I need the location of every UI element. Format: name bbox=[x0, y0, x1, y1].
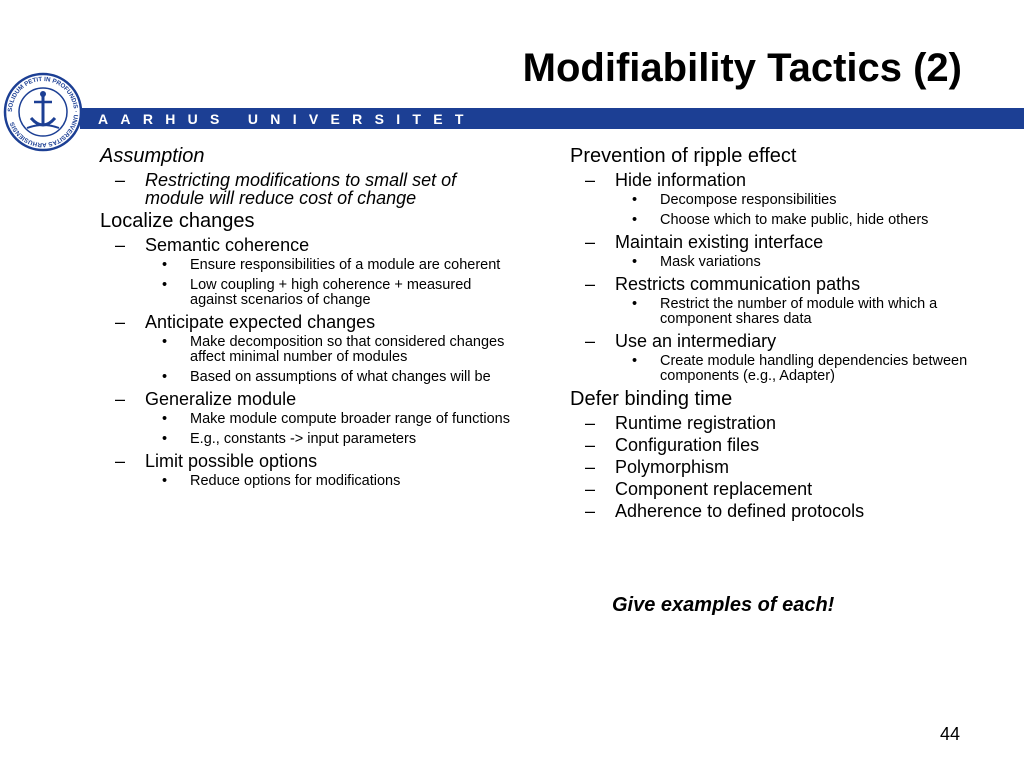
assumption-text: – Restricting modifications to small set of module will reduce cost of change bbox=[115, 170, 457, 208]
list-item: – Polymorphism bbox=[585, 457, 730, 477]
list-item: – Semantic coherence bbox=[115, 235, 310, 255]
list-item: • Decompose responsibilities bbox=[632, 192, 837, 208]
localize-heading: Localize changes bbox=[100, 210, 255, 232]
list-item: • Restrict the number of module with which a component shares data bbox=[632, 296, 938, 327]
prevention-heading: Prevention of ripple effect bbox=[570, 145, 797, 167]
list-item: – Use an intermediary bbox=[585, 331, 777, 351]
list-item: • Ensure responsibilities of a module are coherent bbox=[162, 257, 501, 273]
university-seal-icon bbox=[3, 72, 83, 152]
list-item: – Generalize module bbox=[115, 389, 297, 409]
left-column bbox=[100, 146, 520, 494]
list-item: – Anticipate expected changes bbox=[115, 312, 376, 332]
page-number: 44 bbox=[940, 724, 961, 744]
slide-title: Modifiability Tactics (2) bbox=[522, 46, 962, 90]
banner-text: AARHUS UNIVERSITET bbox=[98, 111, 476, 127]
list-item: – Adherence to defined protocols bbox=[585, 501, 865, 521]
list-item: • Create module handling dependencies between components (e.g., Adapter) bbox=[632, 353, 968, 384]
list-item: • Based on assumptions of what changes will be bbox=[162, 369, 491, 385]
right-column bbox=[570, 146, 990, 524]
list-item: – Restricts communication paths bbox=[585, 274, 861, 294]
list-item: • Reduce options for modifications bbox=[162, 473, 401, 489]
list-item: • Low coupling + high coherence + measured against scenarios of change bbox=[162, 277, 472, 308]
university-banner bbox=[80, 108, 1024, 129]
list-item: • Make decomposition so that considered changes affect minimal number of modules bbox=[162, 334, 505, 365]
list-item: • Make module compute broader range of functions bbox=[162, 411, 510, 427]
defer-heading: Defer binding time bbox=[570, 388, 733, 410]
list-item: • E.g., constants -> input parameters bbox=[162, 431, 417, 447]
list-item: – Component replacement bbox=[585, 479, 813, 499]
list-item: – Maintain existing interface bbox=[585, 232, 824, 252]
list-item: – Hide information bbox=[585, 170, 747, 190]
svg-text:SOLIDUM PETIT IN PROFUNDIS · U: SOLIDUM PETIT IN PROFUNDIS · UNIVERSITAS ARHUSIENSIS bbox=[6, 75, 80, 149]
list-item: – Configuration files bbox=[585, 435, 760, 455]
list-item: – Limit possible options bbox=[115, 451, 318, 471]
list-item: • Choose which to make public, hide others bbox=[632, 212, 929, 228]
list-item: • Mask variations bbox=[632, 254, 761, 270]
assumption-heading: Assumption bbox=[100, 145, 205, 167]
closing-note: Give examples of each! bbox=[612, 594, 835, 616]
list-item: – Runtime registration bbox=[585, 413, 777, 433]
